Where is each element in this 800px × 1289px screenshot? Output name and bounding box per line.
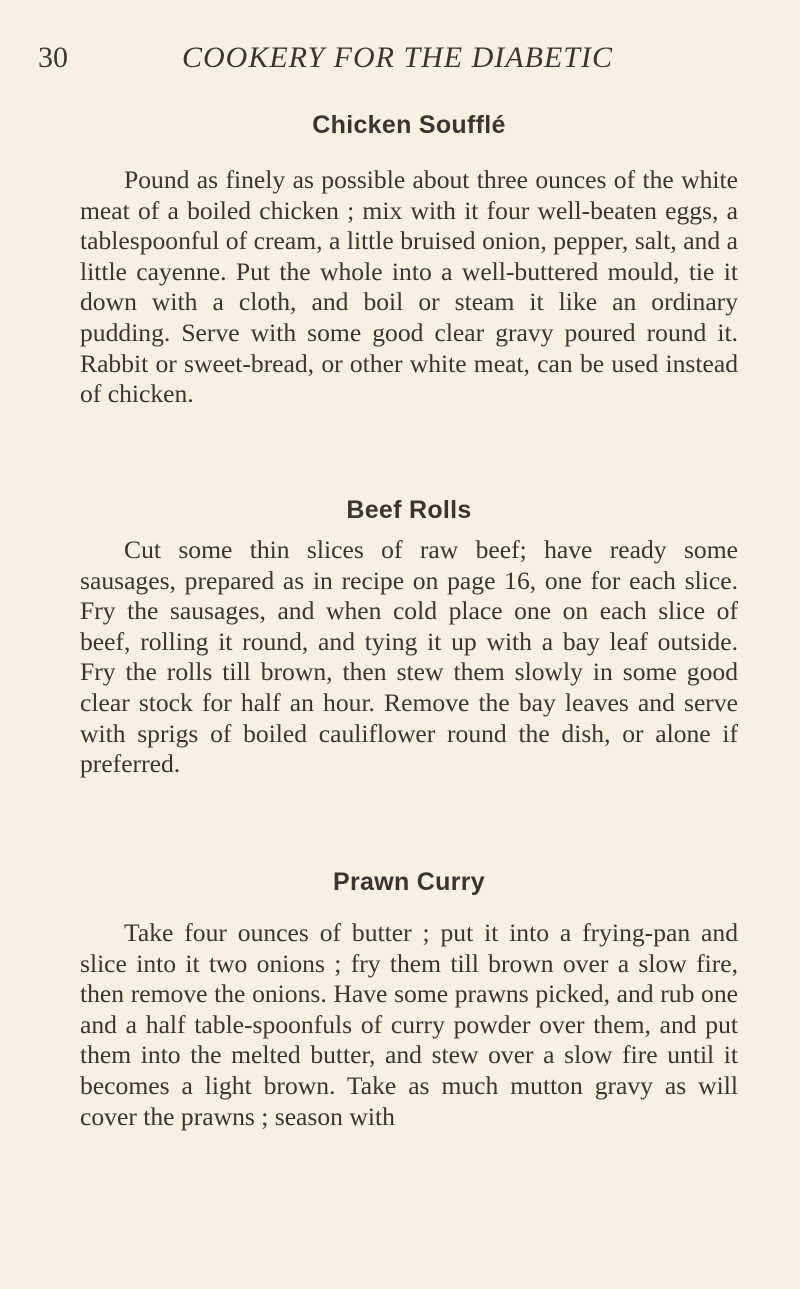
recipe-body-beef-rolls <box>80 535 738 780</box>
recipe-text: Pound as finely as possible about three ounces of the white meat of a boiled chicken ; mix with it four well-beaten eggs, a tablespoonful of cream, a little bruised onion, pepper, salt, and a little cayenne. Put the whole into a well-buttered mould, tie it down with a cloth, and boil or steam it like an ordinary pudding. Serve with some good clear gravy poured round it. Rabbit or sweet-bread, or other white meat, can be used instead of chicken. <box>80 165 738 409</box>
recipe-body-chicken-souffle <box>80 165 738 410</box>
recipe-heading-prawn-curry <box>80 867 738 897</box>
recipe-heading-beef-rolls <box>80 495 738 525</box>
recipe-body-prawn-curry <box>80 918 738 1132</box>
running-title: COOKERY FOR THE DIABETIC <box>182 41 613 74</box>
recipe-title: Chicken Soufflé <box>312 111 506 139</box>
running-head <box>38 40 738 80</box>
recipe-heading-chicken-souffle <box>80 110 738 140</box>
recipe-text: Cut some thin slices of raw beef; have ready some sausages, prepared as in recipe on page 16, one for each slice. Fry the sausages, and when cold place one on each slice of beef, rolling it round, and tying it up with a bay leaf outside. Fry the rolls till brown, then stew them slowly in some good clear stock for half an hour. Remove the bay leaves and serve with sprigs of boiled cauliflower round the dish, or alone if preferred. <box>80 535 738 779</box>
recipe-text: Take four ounces of butter ; put it into a frying-pan and slice into it two onions ; fry them till brown over a slow fire, then remove the onions. Have some prawns picked, and rub one and a half table-spoonfuls of curry powder over them, and put them into the melted butter, and stew over a slow fire until it becomes a light brown. Take as much mutton gravy as will cover the prawns ; season with <box>80 918 738 1131</box>
recipe-title: Prawn Curry <box>333 868 485 896</box>
recipe-title: Beef Rolls <box>346 496 472 524</box>
page-number: 30 <box>38 41 68 74</box>
